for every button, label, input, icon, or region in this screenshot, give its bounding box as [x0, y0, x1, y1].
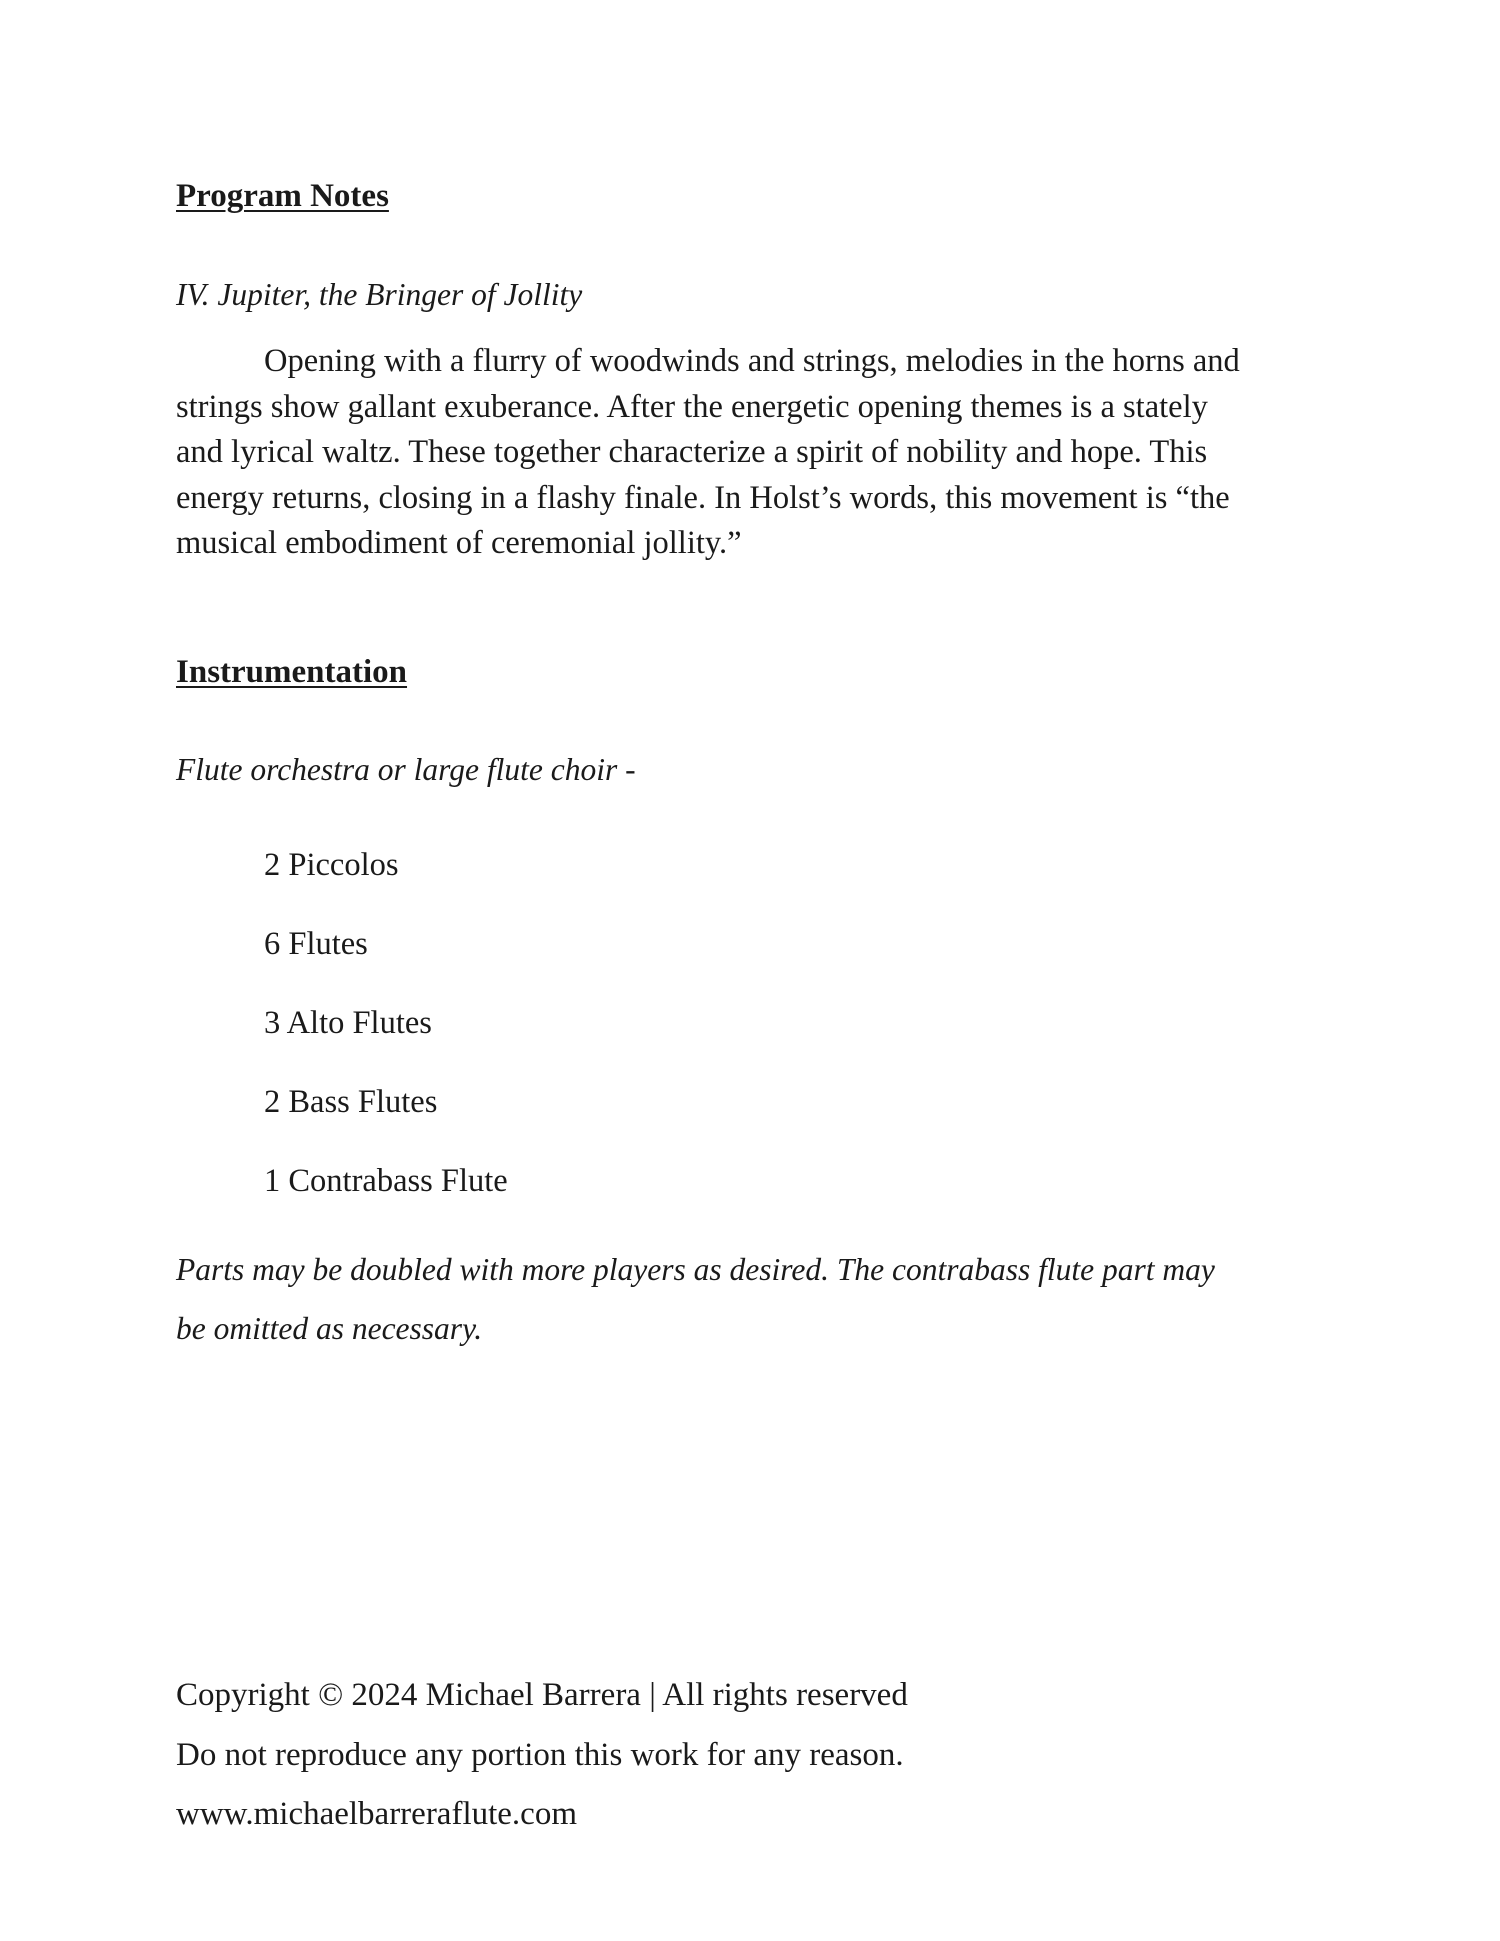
- footer: [176, 1666, 908, 1845]
- paragraph-line: and lyrical waltz. These together characterize a spirit of nobility and hope. This: [176, 434, 1208, 470]
- paragraph-line: strings show gallant exuberance. After the energetic opening themes is a stately: [176, 388, 1208, 425]
- copyright-notice: Copyright © 2024 Michael Barrera | All rights reserved: [176, 1677, 908, 1713]
- instrument-item: 2 Bass Flutes: [264, 1084, 438, 1120]
- instrument-list: [264, 845, 508, 1240]
- website-url: www.michaelbarreraflute.com: [176, 1796, 577, 1832]
- instrument-item: 3 Alto Flutes: [264, 1005, 432, 1041]
- ensemble-description: Flute orchestra or large flute choir -: [176, 752, 636, 787]
- program-notes-heading: Program Notes: [176, 178, 389, 214]
- program-notes-paragraph: [176, 339, 1336, 567]
- movement-title: IV. Jupiter, the Bringer of Jollity: [176, 277, 583, 312]
- paragraph-line: Opening with a flurry of woodwinds and strings, melodies in the horns and: [264, 343, 1240, 379]
- doubling-note: [176, 1240, 1215, 1358]
- note-line: be omitted as necessary.: [176, 1311, 483, 1346]
- instrument-item: 2 Piccolos: [264, 847, 399, 883]
- instrumentation-heading: Instrumentation: [176, 654, 408, 690]
- instrument-item: 6 Flutes: [264, 926, 368, 962]
- reproduction-notice: Do not reproduce any portion this work for any reason.: [176, 1736, 904, 1773]
- paragraph-line: energy returns, closing in a flashy finale. In Holst’s words, this movement is “the: [176, 479, 1230, 516]
- note-line: Parts may be doubled with more players as desired. The contrabass flute part may: [176, 1252, 1215, 1287]
- paragraph-line: musical embodiment of ceremonial jollity.”: [176, 525, 742, 561]
- instrument-item: 1 Contrabass Flute: [264, 1163, 508, 1199]
